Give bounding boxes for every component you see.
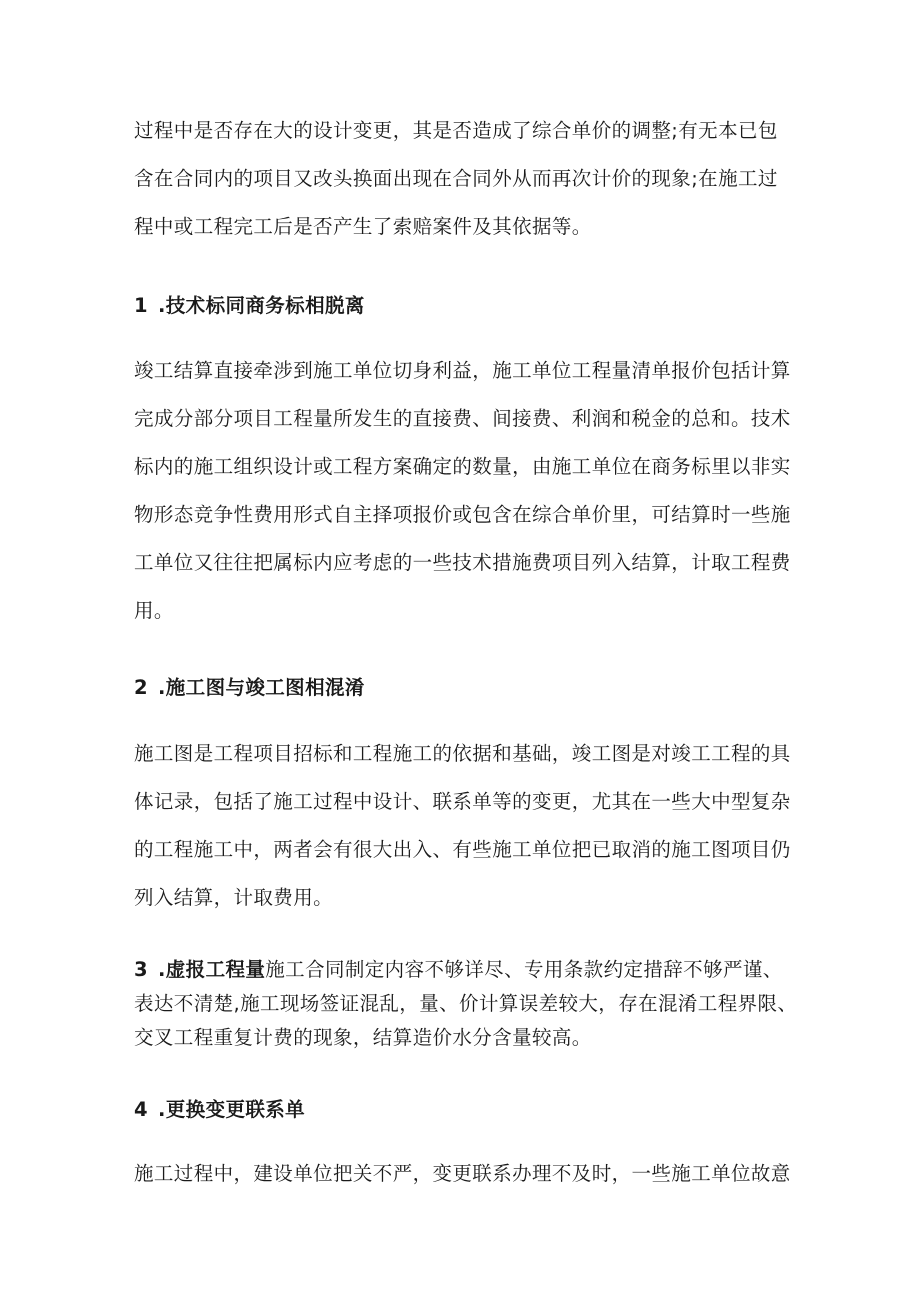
section-2-number: 2 [134,676,148,699]
section-4-paragraph [134,1150,796,1198]
section-1-title: .技术标同商务标相脱离 [157,294,365,317]
section-2-paragraph [134,730,796,922]
section-2-heading [134,673,365,703]
section-3-title: .虚报工程量 [157,958,266,981]
section-1-line-2: 完成分部分项目工程量所发生的直接费、间接费、利润和税金的总和。技术 [134,407,791,430]
section-3-line-1 [134,953,796,987]
section-1-line-5: 工单位又往往把属标内应考虑的一些技术措施费项目列入结算，计取工程费 [134,551,791,574]
section-1-paragraph [134,347,796,635]
section-3-number: 3 [134,958,148,981]
section-1-line-4: 物形态竞争性费用形式自主择项报价或包含在综合单价里，可结算时一些施 [134,503,791,526]
section-3-first-line-rest: 施工合同制定内容不够详尽、专用条款约定措辞不够严谨、 [265,958,783,981]
section-4-line-1: 施工过程中，建设单位把关不严，变更联系办理不及时，一些施工单位故意 [134,1162,791,1185]
section-4-heading [134,1095,305,1125]
section-3-line-3: 交叉工程重复计费的现象，结算造价水分含量较高。 [134,1026,592,1049]
intro-line-2: 含在合同内的项目又改头换面出现在合同外从而再次计价的现象;在施工过 [134,167,778,190]
section-1-line-1: 竣工结算直接牵涉到施工单位切身利益，施工单位工程量清单报价包括计算 [134,359,791,382]
section-1-line-3: 标内的施工组织设计或工程方案确定的数量，由施工单位在商务标里以非实 [134,455,791,478]
section-3-line-2: 表达不清楚,施工现场签证混乱，量、价计算误差较大，存在混淆工程界限、 [134,992,798,1015]
intro-paragraph [134,107,796,251]
section-2-title: .施工图与竣工图相混淆 [157,676,365,699]
section-4-title: .更换变更联系单 [157,1098,306,1121]
intro-line-3: 程中或工程完工后是否产生了索赔案件及其依据等。 [134,215,592,238]
section-2-line-2: 体记录，包括了施工过程中设计、联系单等的变更，尤其在一些大中型复杂 [134,790,791,813]
section-4-number: 4 [134,1098,148,1121]
section-2-line-3: 的工程施工中，两者会有很大出入、有些施工单位把已取消的施工图项目仍 [134,838,791,861]
section-1-line-6: 用。 [134,599,174,622]
section-3-paragraph [134,953,796,1055]
section-2-line-4: 列入结算，计取费用。 [134,886,334,909]
intro-line-1: 过程中是否存在大的设计变更，其是否造成了综合单价的调整;有无本已包 [134,119,778,142]
section-1-heading [134,291,365,321]
section-2-line-1: 施工图是工程项目招标和工程施工的依据和基础，竣工图是对竣工工程的具 [134,742,791,765]
section-1-number: 1 [134,294,148,317]
